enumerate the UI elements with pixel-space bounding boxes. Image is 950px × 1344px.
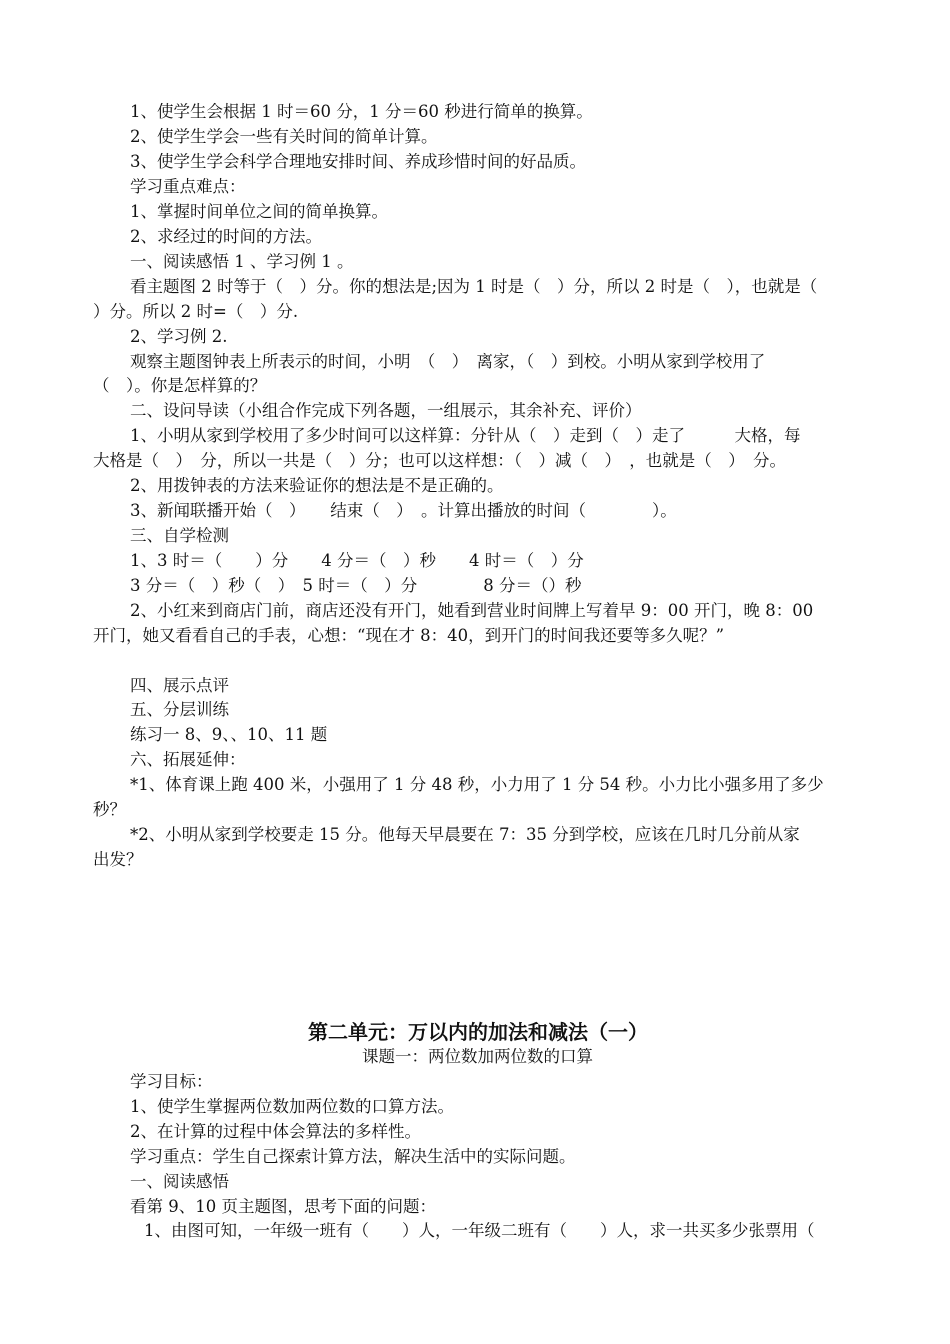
text-line: 1、小明从家到学校用了多少时间可以这样算：分针从（ ）走到（ ）走了 大格，每 — [130, 426, 801, 445]
text-line: ）分。所以 2 时=（ ）分. — [93, 302, 299, 321]
text-line: 2、在计算的过程中体会算法的多样性。 — [130, 1122, 421, 1141]
section-heading: 五、分层训练 — [130, 700, 229, 719]
text-line: 出发？ — [93, 850, 143, 869]
text-line: 观察主题图钟表上所表示的时间，小明 （ ） 离家，（ ）到校。小明从家到学校用了 — [130, 352, 766, 371]
section-heading: 学习目标： — [130, 1072, 213, 1091]
text-line: 大格是（ ） 分，所以一共是（ ）分；也可以这样想：（ ）减（ ） ，也就是（ ） 分。 — [93, 451, 786, 470]
section-heading: 四、展示点评 — [130, 676, 229, 695]
section-heading: 二、设问导读（小组合作完成下列各题，一组展示，其余补充、评价） — [130, 401, 642, 420]
text-line: *1、体育课上跑 400 米，小强用了 1 分 48 秒，小力用了 1 分 54 秒。小力比小强多用了多少 — [130, 775, 824, 794]
text-line: 3、使学生学会科学合理地安排时间、养成珍惜时间的好品质。 — [130, 152, 586, 171]
text-line: 1、由图可知，一年级一班有（ ）人，一年级二班有（ ）人，求一共买多少张票用（ — [144, 1221, 815, 1240]
text-line: 1、掌握时间单位之间的简单换算。 — [130, 202, 388, 221]
section-heading: 六、拓展延伸： — [130, 750, 246, 769]
text-line: 3 分＝（ ）秒（ ） 5 时＝（ ）分 8 分＝（）秒 — [130, 576, 582, 595]
text-line: 1、使学生掌握两位数加两位数的口算方法。 — [130, 1097, 454, 1116]
text-line: 2、小红来到商店门前，商店还没有开门，她看到营业时间牌上写着早 9：00 开门，晚 8：00 — [130, 601, 814, 620]
text-line: 2、求经过的时间的方法。 — [130, 227, 322, 246]
text-line: 2、用拨钟表的方法来验证你的想法是不是正确的。 — [130, 476, 504, 495]
section-heading: 一、阅读感悟 1 、学习例 1 。 — [130, 252, 354, 271]
section-heading: 一、阅读感悟 — [130, 1172, 229, 1191]
text-line: 看第 9、10 页主题图，思考下面的问题： — [130, 1197, 436, 1216]
text-line: （ ）。你是怎样算的？ — [93, 376, 267, 395]
text-line: 2、使学生学会一些有关时间的简单计算。 — [130, 127, 438, 146]
text-line: 2、学习例 2. — [130, 327, 228, 346]
lesson-title: 课题一：两位数加两位数的口算 — [362, 1047, 593, 1066]
text-line: 1、3 时＝（ ）分 4 分＝（ ）秒 4 时＝（ ）分 — [130, 551, 584, 570]
section-heading: 学习重点难点： — [130, 177, 246, 196]
text-line: 开门，她又看看自己的手表，心想：“现在才 8：40，到开门的时间我还要等多久呢？” — [93, 626, 725, 645]
text-line: *2、小明从家到学校要走 15 分。他每天早晨要在 7：35 分到学校，应该在几时几分前从家 — [130, 825, 800, 844]
section-heading: 三、自学检测 — [130, 526, 229, 545]
text-line: 1、使学生会根据 1 时＝60 分，1 分＝60 秒进行简单的换算。 — [130, 102, 593, 121]
text-line: 3、新闻联播开始（ ） 结束（ ） 。计算出播放的时间（ ）。 — [130, 501, 677, 520]
text-line: 看主题图 2 时等于（ ）分。你的想法是;因为 1 时是（ ）分，所以 2 时是（ ），也就是（ — [130, 277, 818, 296]
text-line: 练习一 8、9、、10、11 题 — [130, 725, 328, 744]
unit-title: 第二单元：万以内的加法和减法（一） — [308, 1020, 648, 1044]
text-line: 学习重点：学生自己探索计算方法，解决生活中的实际问题。 — [130, 1147, 576, 1166]
text-line: 秒？ — [93, 800, 126, 819]
